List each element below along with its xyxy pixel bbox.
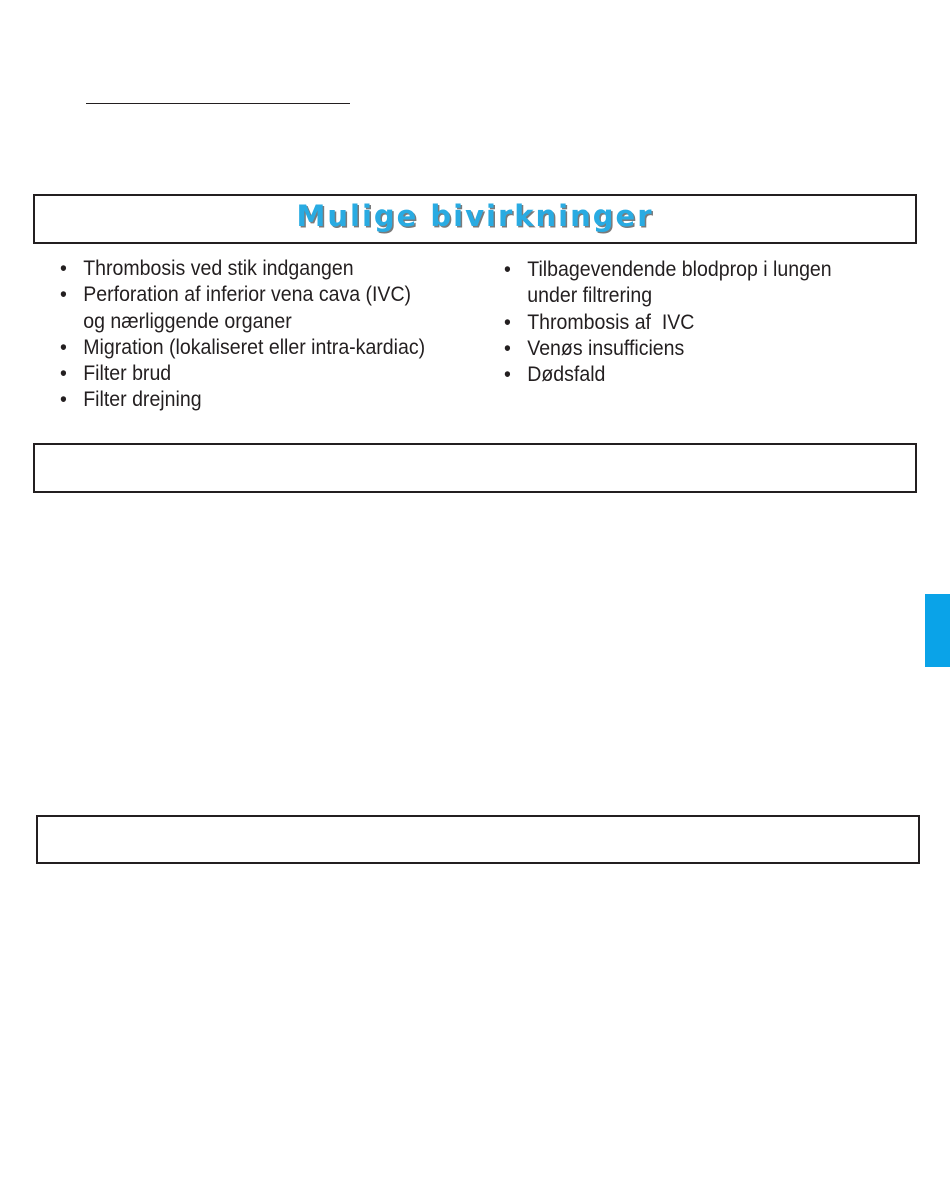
bullet-icon: • bbox=[504, 336, 511, 360]
bullet-icon: • bbox=[504, 258, 511, 281]
list-item-text: Thrombosis ved stik indgangen bbox=[83, 257, 354, 280]
list-item bbox=[60, 335, 451, 361]
list-item bbox=[60, 282, 451, 335]
list-item-text-continued: under filtrering bbox=[527, 284, 653, 308]
top-divider-line bbox=[86, 103, 350, 104]
bullet-icon: • bbox=[60, 335, 67, 359]
list-item bbox=[504, 362, 857, 388]
list-item bbox=[504, 336, 857, 362]
list-item-text: Thrombosis af IVC bbox=[527, 310, 695, 334]
list-item bbox=[504, 310, 857, 336]
list-item bbox=[60, 256, 451, 282]
chapter-tab-marker bbox=[925, 594, 950, 667]
list-item-text: Filter brud bbox=[83, 362, 172, 386]
section-title: Mulige bivirkninger bbox=[296, 199, 654, 233]
empty-section-box bbox=[36, 815, 920, 864]
section-header-box bbox=[33, 194, 917, 244]
bullet-icon: • bbox=[60, 362, 67, 386]
side-effects-list-left bbox=[60, 256, 480, 414]
list-item-text: Venøs insufficiens bbox=[527, 336, 685, 360]
list-item-text: Migration (lokaliseret eller intra-kardiac) bbox=[83, 335, 426, 359]
list-item-text: Perforation af inferior vena cava (IVC) bbox=[83, 283, 412, 307]
bullet-icon: • bbox=[60, 388, 67, 412]
list-item-text: Filter drejning bbox=[83, 388, 202, 412]
list-item-text-continued: og nærliggende organer bbox=[83, 309, 292, 333]
list-item bbox=[504, 257, 857, 310]
list-item-text: Dødsfald bbox=[527, 363, 606, 387]
bullet-icon: • bbox=[504, 310, 511, 334]
list-item bbox=[60, 387, 451, 413]
bullet-icon: • bbox=[60, 257, 67, 280]
empty-section-box bbox=[33, 443, 917, 493]
side-effects-list-right bbox=[504, 257, 884, 388]
bullet-icon: • bbox=[60, 283, 67, 307]
bullet-icon: • bbox=[504, 363, 511, 387]
list-item-text: Tilbagevendende blodprop i lungen bbox=[527, 258, 832, 281]
list-item bbox=[60, 361, 451, 387]
